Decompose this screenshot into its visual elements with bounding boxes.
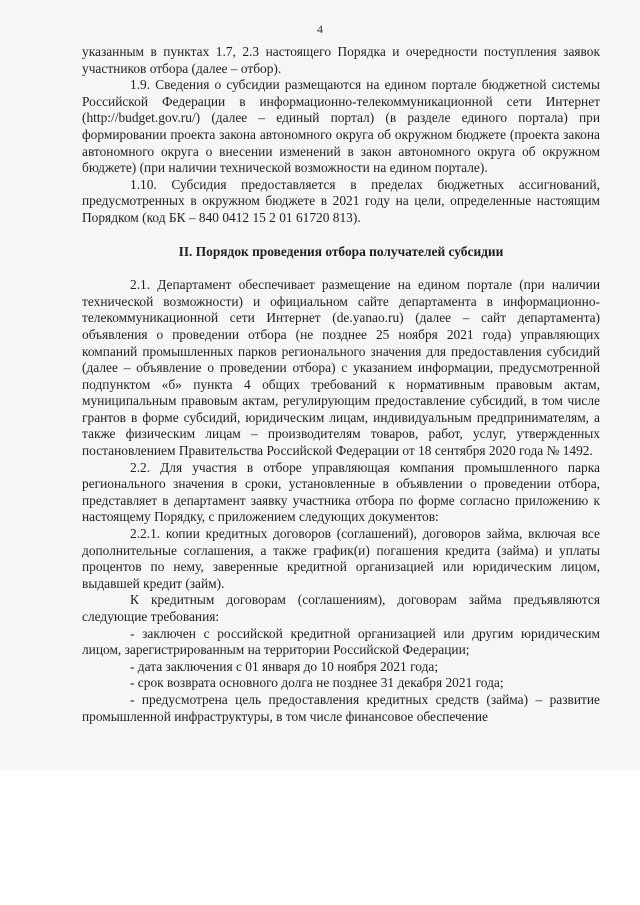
requirement-item: - предусмотрена цель предоставления кредитных средств (займа) – развитие промышленной инфраструктуры, в том числе финансовое обеспечение [82, 691, 600, 724]
paragraph-1-9: 1.9. Сведения о субсидии размещаются на едином портале бюджетной системы Российской Федерации в информационно-телекоммуникационной сети Интернет (http://budget.gov.ru/) (далее – единый портал) (в разделе единого портала) при формировании проекта закона автономного округа об окружном бюджете (проекта закона автономного округа о внесении изменений в закон автономного округа об окружном бюджете) (при наличии технической возможности на едином портале). [82, 77, 600, 176]
section-heading: II. Порядок проведения отбора получателей субсидии [178, 243, 504, 259]
paragraph-1-10: 1.10. Субсидия предоставляется в пределах бюджетных ассигнований, предусмотренных в окружном бюджете в 2021 году на цели, определенные настоящим Порядком (код БК – 840 0412 15 2 01 61720 813). [82, 176, 600, 225]
paragraph-continuation: указанным в пунктах 1.7, 2.3 настоящего Порядка и очередности поступления заявок участников отбора (далее – отбор). [82, 44, 600, 76]
document-body [82, 44, 600, 725]
paragraph-2-2-1: 2.2.1. копии кредитных договоров (соглашений), договоров займа, включая все дополнительные соглашения, а также график(и) погашения кредита (займа) и уплаты процентов по нему, заверенные кредитной организацией или юридическим лицом, выдавшей кредит (займ). [82, 526, 600, 591]
page-number: 4 [317, 22, 323, 36]
requirement-item: - срок возврата основного долга не позднее 31 декабря 2021 года; [130, 675, 504, 691]
blank-area [0, 770, 640, 905]
requirement-item: - заключен с российской кредитной организацией или другим юридическим лицом, зарегистрированным на территории Российской Федерации; [82, 625, 600, 658]
requirement-item: - дата заключения с 01 января до 10 ноября 2021 года; [130, 658, 439, 674]
paragraph-2-2: 2.2. Для участия в отборе управляющая компания промышленного парка регионального значения в сроки, установленные в объявлении о проведении отбора, представляет в департамент заявку участника отбора по форме согласно приложению к настоящему Порядку, с приложением следующих документов: [82, 459, 600, 525]
paragraph-2-1: 2.1. Департамент обеспечивает размещение на едином портале (при наличии технической возможности) и официальном сайте департамента в информационно-телекоммуникационной сети Интернет (de.yanao.ru) (далее – сайт департамента) объявления о проведении отбора (не позднее 25 ноября 2021 года) управляющих компаний промышленных парков регионального значения для предоставления субсидий (далее – объявление о проведении отбора) с указанием информации, предусмотренной подпунктом «б» пункта 4 общих требований к нормативным правовым актам, муниципальным правовым актам, регулирующим предоставление субсидий, в том числе грантов в форме субсидий, юридическим лицам, индивидуальным предпринимателям, а также физическим лицам – производителям товаров, работ, услуг, утвержденных постановлением Правительства Российской Федерации от 18 сентября 2020 года № 1492. [82, 277, 600, 459]
paragraph-requirements-intro: К кредитным договорам (соглашениям), договорам займа предъявляются следующие требования: [82, 592, 600, 624]
